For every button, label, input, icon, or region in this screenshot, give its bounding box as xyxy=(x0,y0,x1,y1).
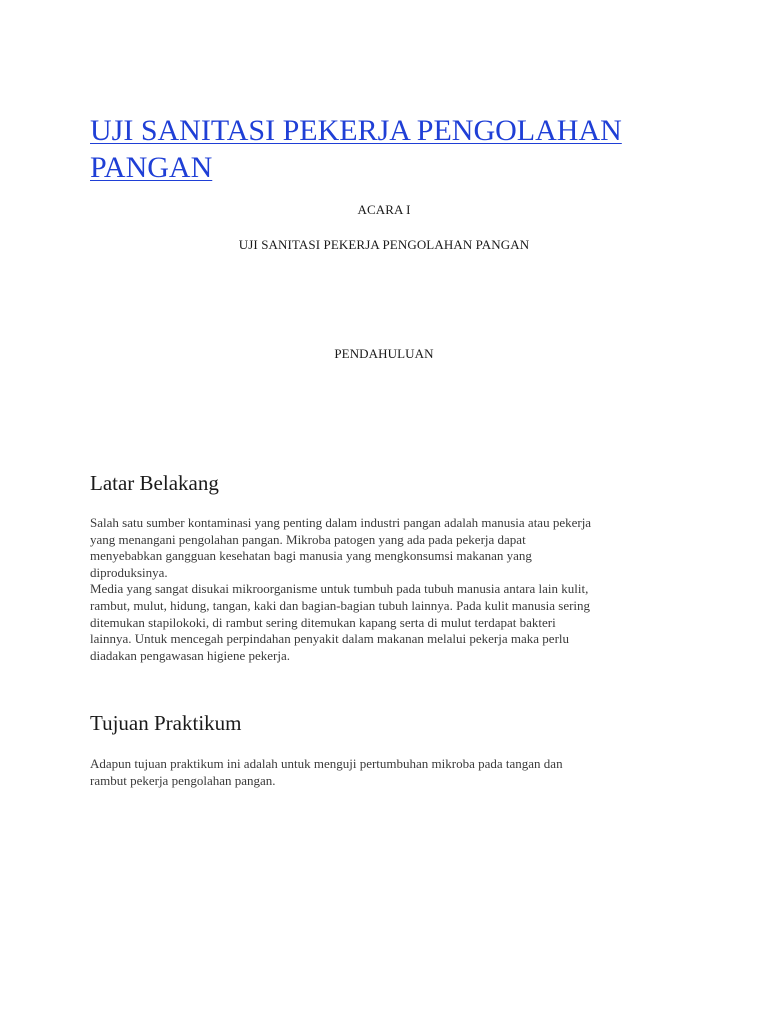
paragraph-line: Adapun tujuan praktikum ini adalah untuk menguji pertumbuhan mikroba pada tangan dan xyxy=(90,756,563,771)
paragraph-line: diadakan pengawasan higiene pekerja. xyxy=(90,647,290,663)
paragraph-line: diproduksinya. xyxy=(90,564,168,580)
document-subtitle: UJI SANITASI PEKERJA PENGOLAHAN PANGAN xyxy=(238,237,530,252)
tujuan-praktikum-paragraph xyxy=(90,756,680,789)
paragraph-line: yang menangani pengolahan pangan. Mikroba patogen yang ada pada pekerja dapat xyxy=(90,531,526,547)
paragraph-line: rambut, mulut, hidung, tangan, kaki dan bagian-bagian tubuh lainnya. Pada kulit manusia sering xyxy=(90,597,591,613)
latar-belakang-paragraph xyxy=(90,515,680,664)
paragraph-line: Salah satu sumber kontaminasi yang penting dalam industri pangan adalah manusia atau pekerja xyxy=(90,515,592,530)
paragraph-line: Media yang sangat disukai mikroorganisme untuk tumbuh pada tubuh manusia antara lain kulit, xyxy=(90,581,589,597)
paragraph-line: rambut pekerja pengolahan pangan. xyxy=(90,772,276,788)
tujuan-praktikum-heading: Tujuan Praktikum xyxy=(90,711,242,735)
paragraph-line: ditemukan stapilokoki, di rambut sering ditemukan kapang serta di mulut terdapat bakteri xyxy=(90,614,556,630)
latar-belakang-heading: Latar Belakang xyxy=(90,471,219,495)
paragraph-line: menyebabkan gangguan kesehatan bagi manusia yang mengkonsumsi makanan yang xyxy=(90,548,532,564)
document-title-link[interactable] xyxy=(90,112,690,186)
pendahuluan-heading: PENDAHULUAN xyxy=(334,346,434,361)
acara-label: ACARA I xyxy=(357,202,411,217)
paragraph-line: lainnya. Untuk mencegah perpindahan penyakit dalam makanan melalui pekerja maka perlu xyxy=(90,631,570,647)
title-line-2[interactable]: PANGAN xyxy=(90,151,213,184)
title-line-1[interactable]: UJI SANITASI PEKERJA PENGOLAHAN xyxy=(90,114,622,147)
